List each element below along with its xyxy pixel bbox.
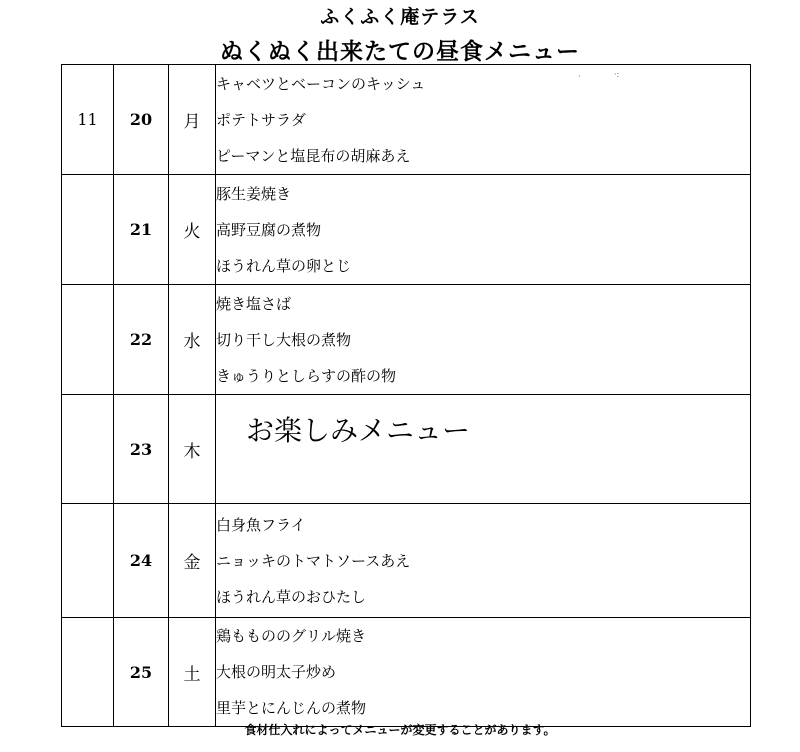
table-row <box>62 618 751 727</box>
month-cell <box>62 285 114 395</box>
dish-item: 高野豆腐の煮物 <box>216 220 322 239</box>
day-cell: 21 <box>114 175 169 285</box>
dish-item: キャベツとベーコンのキッシュ <box>216 74 426 93</box>
weekday-cell: 木 <box>169 395 216 504</box>
page-title: ふくふく庵テラス <box>320 6 480 28</box>
dish-item: 切り干し大根の煮物 <box>216 330 352 349</box>
dishes-cell <box>216 504 751 618</box>
day-cell: 22 <box>114 285 169 395</box>
dishes-cell <box>216 395 751 504</box>
weekday-cell: 火 <box>169 175 216 285</box>
dish-item: ほうれん草のおひたし <box>216 587 367 606</box>
dish-item: ポテトサラダ <box>216 110 306 129</box>
dishes-cell <box>216 65 751 175</box>
dish-item: 大根の明太子炒め <box>216 663 337 681</box>
dishes-cell <box>216 285 751 395</box>
weekday-cell: 金 <box>169 504 216 618</box>
weekday-cell: 水 <box>169 285 216 395</box>
month-cell <box>62 175 114 285</box>
dish-item: 白身魚フライ <box>216 515 306 534</box>
dishes-cell <box>216 618 751 727</box>
day-cell: 23 <box>114 395 169 504</box>
table-row <box>62 395 751 504</box>
scan-speck: · <box>578 72 581 81</box>
dish-item: ほうれん草の卵とじ <box>216 256 352 275</box>
scan-speck: ·: <box>614 70 620 79</box>
page-subtitle: ぬくぬく出来たての昼食メニュー <box>220 39 580 65</box>
dish-item: きゅうりとしらすの酢の物 <box>216 366 397 385</box>
month-cell <box>62 618 114 727</box>
dish-item: 豚生姜焼き <box>216 184 292 203</box>
footnote: 食材仕入れによってメニューが変更することがあります。 <box>244 723 556 737</box>
dishes-cell <box>216 175 751 285</box>
dish-item: 焼き塩さば <box>216 294 292 313</box>
dish-item: ニョッキのトマトソースあえ <box>216 551 411 570</box>
menu-table <box>61 64 751 727</box>
dish-item: 鶏ももののグリル焼き <box>216 627 367 645</box>
table-row <box>62 175 751 285</box>
dish-item: ピーマンと塩昆布の胡麻あえ <box>216 146 411 165</box>
weekday-cell: 月 <box>169 65 216 175</box>
month-cell: 11 <box>62 65 114 175</box>
weekday-cell: 土 <box>169 618 216 727</box>
table-row <box>62 504 751 618</box>
month-cell <box>62 395 114 504</box>
day-cell: 24 <box>114 504 169 618</box>
month-cell <box>62 504 114 618</box>
day-cell: 20 <box>114 65 169 175</box>
day-cell: 25 <box>114 618 169 727</box>
table-row <box>62 285 751 395</box>
table-row <box>62 65 751 175</box>
dish-item: 里芋とにんじんの煮物 <box>216 699 367 717</box>
special-menu-label: お楽しみメニュー <box>246 414 471 447</box>
